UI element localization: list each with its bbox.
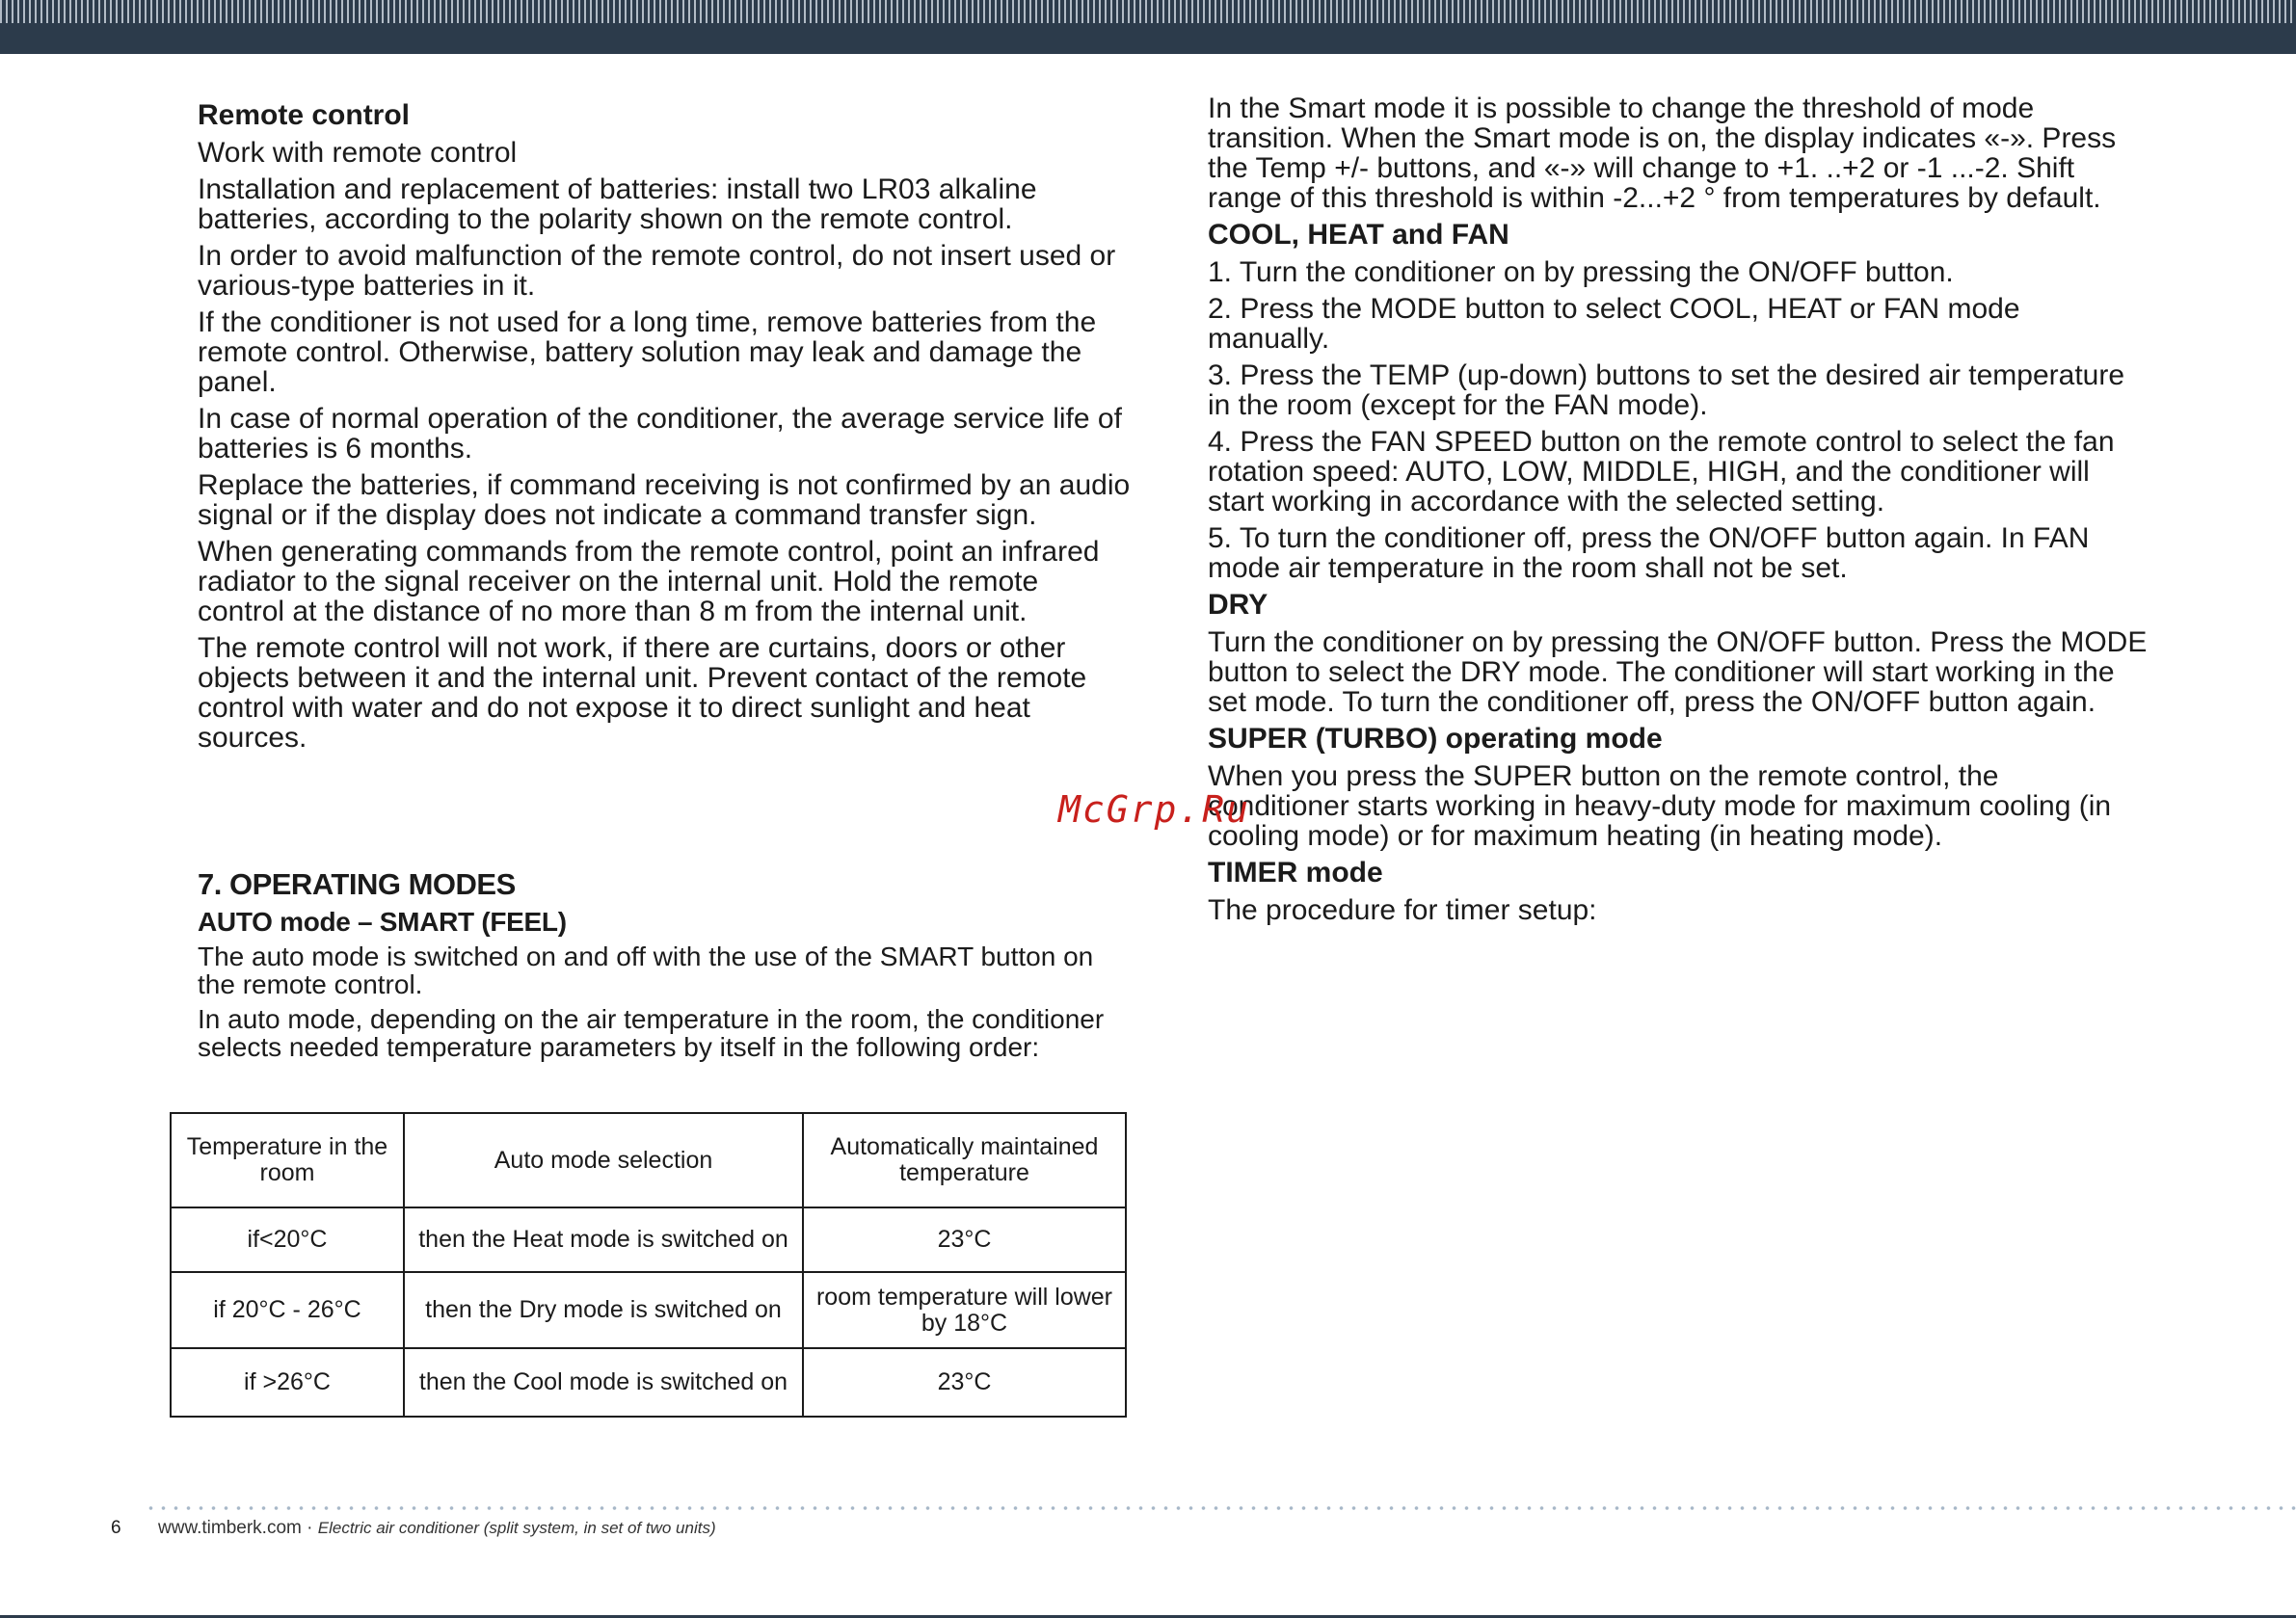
table-cell: room temperature will lower by 18°C [803, 1272, 1126, 1348]
paragraph-replace: Replace the batteries, if command receiving is not confirmed by an audio signal or if the display does not indicate a command transfer sign. [198, 469, 1131, 531]
table-header-row [171, 1113, 1126, 1207]
right-column [1208, 93, 2148, 932]
cool-step: 3. Press the TEMP (up-down) buttons to set the desired air temperature in the room (except for the FAN mode). [1208, 359, 2125, 421]
paragraph-service-life: In case of normal operation of the conditioner, the average service life of batteries is 6 months. [198, 403, 1122, 464]
header-bar [0, 0, 2296, 54]
table-header: Temperature in the room [171, 1113, 404, 1207]
table-header: Auto mode selection [404, 1113, 803, 1207]
cool-step: 1. Turn the conditioner on by pressing the ON/OFF button. [1208, 256, 1954, 288]
auto-mode-title: AUTO mode – SMART (FEEL) [198, 907, 567, 937]
page-number: 6 [111, 1518, 121, 1538]
footer-subtitle: Electric air conditioner (split system, in set of two units) [317, 1519, 716, 1537]
remote-control-subtitle: Work with remote control [198, 137, 518, 169]
auto-mode-table [170, 1112, 1127, 1418]
section-title-operating-modes: 7. OPERATING MODES [198, 867, 516, 901]
watermark: McGrp.Ru [1058, 788, 1251, 831]
auto-paragraph-order: In auto mode, depending on the air temperature in the room, the conditioner selects needed temperature parameters by itself in the following order: [198, 1004, 1105, 1062]
timer-paragraph: The procedure for timer setup: [1208, 894, 1597, 926]
table-cell: then the Cool mode is switched on [404, 1348, 803, 1417]
table-cell: if<20°C [171, 1207, 404, 1272]
footer-site-link[interactable]: www.timberk.com · [158, 1518, 313, 1538]
table-cell: then the Dry mode is switched on [404, 1272, 803, 1348]
smart-paragraph: In the Smart mode it is possible to change the threshold of mode transition. When the Smart mode is on, the display indicates «-». Press the Temp +/- buttons, and «-» will change to +1. ..+2 or -1 ...-2. Shift range of this threshold is within -2...+2 ° from temperatures by default. [1208, 93, 2117, 214]
table-header: Automatically maintained temperature [803, 1113, 1126, 1207]
left-column [198, 100, 1133, 1068]
timer-title: TIMER mode [1208, 857, 1383, 889]
cool-heat-fan-title: COOL, HEAT and FAN [1208, 219, 1509, 251]
cool-step: 4. Press the FAN SPEED button on the remote control to select the fan rotation speed: AUTO, LOW, MIDDLE, HIGH, and the conditioner will start working in accordance with the selected setting. [1208, 426, 2115, 517]
super-paragraph: When you press the SUPER button on the remote control, the conditioner starts working in heavy-duty mode for maximum cooling (in cooling mode) or for maximum heating (in heating mode). [1208, 760, 2112, 852]
footer-site [158, 1517, 716, 1540]
table-row [171, 1207, 1126, 1272]
table-cell: 23°C [803, 1348, 1126, 1417]
dry-title: DRY [1208, 589, 1268, 621]
table-row [171, 1272, 1126, 1348]
table-cell: if 20°C - 26°C [171, 1272, 404, 1348]
footer-dotted-divider [145, 1505, 2296, 1511]
cool-step: 5. To turn the conditioner off, press the ON/OFF button again. In FAN mode air temperature in the room shall not be set. [1208, 522, 2090, 584]
paragraph-not-used: If the conditioner is not used for a long time, remove batteries from the remote control. Otherwise, battery solution may leak and damage the panel. [198, 306, 1097, 398]
table-row [171, 1348, 1126, 1417]
table-cell: 23°C [803, 1207, 1126, 1272]
remote-control-title: Remote control [198, 99, 411, 131]
table-cell: if >26°C [171, 1348, 404, 1417]
paragraph-obstacles: The remote control will not work, if there are curtains, doors or other objects between it and the internal unit. Prevent contact of the remote control with water and do not expose it to direct sunlight and heat sources. [198, 632, 1087, 754]
super-title: SUPER (TURBO) operating mode [1208, 723, 1663, 755]
auto-paragraph-smart: The auto mode is switched on and off with the use of the SMART button on the remote control. [198, 942, 1094, 999]
header-tick-pattern [0, 0, 2296, 23]
paragraph-malfunction: In order to avoid malfunction of the remote control, do not insert used or various-type batteries in it. [198, 240, 1116, 302]
paragraph-batteries: Installation and replacement of batteries: install two LR03 alkaline batteries, according to the polarity shown on the remote control. [198, 173, 1037, 235]
dry-paragraph: Turn the conditioner on by pressing the ON/OFF button. Press the MODE button to select the DRY mode. The conditioner will start working in the set mode. To turn the conditioner off, press the ON/OFF button again. [1208, 626, 2148, 718]
paragraph-infrared: When generating commands from the remote control, point an infrared radiator to the signal receiver on the internal unit. Hold the remote control at the distance of no more than 8 m from the internal unit. [198, 536, 1100, 627]
cool-step: 2. Press the MODE button to select COOL, HEAT or FAN mode manually. [1208, 293, 2020, 355]
table-cell: then the Heat mode is switched on [404, 1207, 803, 1272]
